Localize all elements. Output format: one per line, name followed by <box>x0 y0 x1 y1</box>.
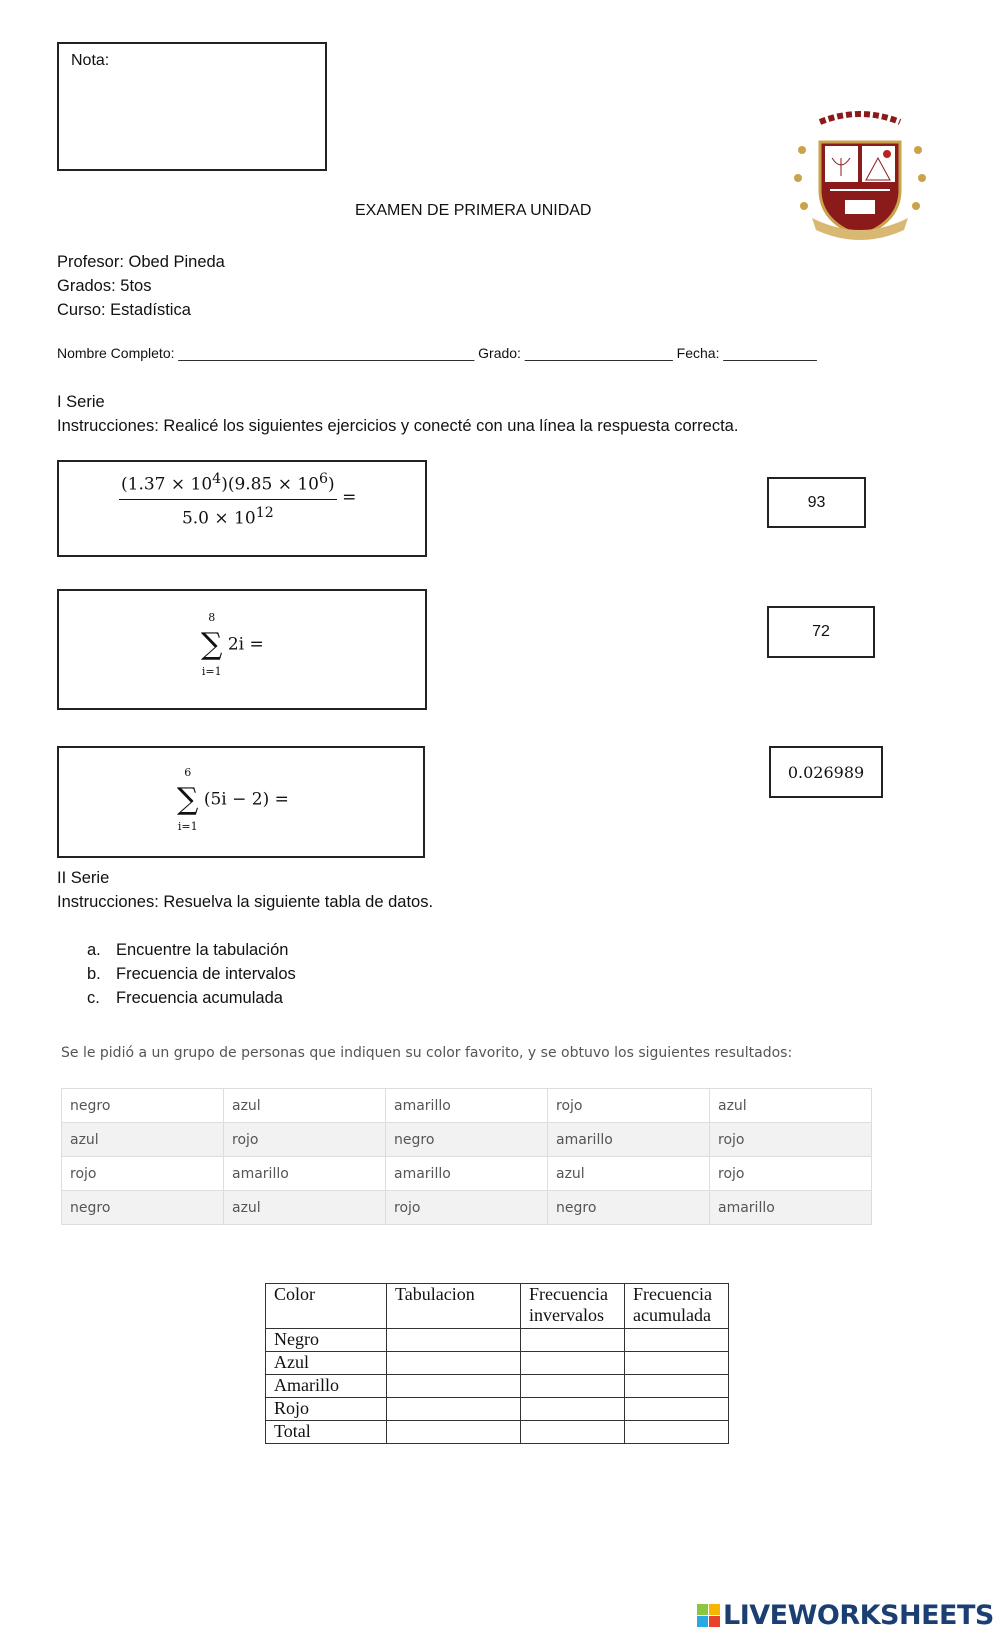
grados-line: Grados: 5tos <box>57 277 152 295</box>
table-row: Azul <box>266 1352 729 1375</box>
exam-title: EXAMEN DE PRIMERA UNIDAD <box>355 202 592 219</box>
table-row: rojo amarillo amarillo azul rojo <box>62 1157 872 1191</box>
nota-box <box>57 42 327 171</box>
student-info-line[interactable]: Nombre Completo: ______________________________________ Grado: ___________________ Fecha: ____________ <box>57 345 817 361</box>
table-row: negro azul amarillo rojo azul <box>62 1089 872 1123</box>
school-logo <box>790 110 930 250</box>
instructions-list <box>87 938 296 1010</box>
exercise-2-formula: 8 ∑ i=1 2i = <box>201 611 264 678</box>
liveworksheets-logo <box>697 1600 994 1631</box>
color-results-grid <box>61 1088 872 1225</box>
table-row: azul rojo negro amarillo rojo <box>62 1123 872 1157</box>
list-item: c. Frecuencia acumulada <box>87 989 283 1007</box>
profesor-line: Profesor: Obed Pineda <box>57 253 225 271</box>
table-row: Amarillo <box>266 1375 729 1398</box>
exercise-1-formula: $\frac{(1.37 \times 10^4)(9.85 \times 10^6)}{5.0 \times 10^{12}}$ = <box>119 466 356 530</box>
list-item: b. Frecuencia de intervalos <box>87 965 296 983</box>
table-row: negro azul rojo negro amarillo <box>62 1191 872 1225</box>
answer-box-2[interactable]: 72 <box>767 606 875 658</box>
nota-label: Nota: <box>71 52 110 69</box>
list-item: a. Encuentre la tabulación <box>87 941 289 959</box>
answer-box-3[interactable]: 0.026989 <box>769 746 883 798</box>
answer-box-1[interactable]: 93 <box>767 477 866 528</box>
frequency-table <box>265 1283 729 1444</box>
serie2-title: II Serie <box>57 869 110 887</box>
exercise-1-box <box>57 460 427 557</box>
serie2-instructions: Instrucciones: Resuelva la siguiente tabla de datos. <box>57 893 434 911</box>
data-prompt: Se le pidió a un grupo de personas que indiquen su color favorito, y se obtuvo los siguientes resultados: <box>61 1045 793 1061</box>
exercise-3-box <box>57 746 425 858</box>
exercise-3-formula: 6 ∑ i=1 (5i − 2) = <box>177 766 289 833</box>
table-row: Negro <box>266 1329 729 1352</box>
table-row: Total <box>266 1421 729 1444</box>
curso-line: Curso: Estadística <box>57 301 191 319</box>
table-header-row: Color Tabulacion Frecuencia invervalos Frecuencia acumulada <box>266 1284 729 1329</box>
serie1-title: I Serie <box>57 393 105 411</box>
brand-text: LIVEWORKSHEETS <box>723 1600 994 1631</box>
serie1-instructions: Instrucciones: Realicé los siguientes ejercicios y conecté con una línea la respuesta correcta. <box>57 417 739 435</box>
exercise-2-box <box>57 589 427 710</box>
table-row: Rojo <box>266 1398 729 1421</box>
live-blocks-icon <box>697 1604 721 1628</box>
